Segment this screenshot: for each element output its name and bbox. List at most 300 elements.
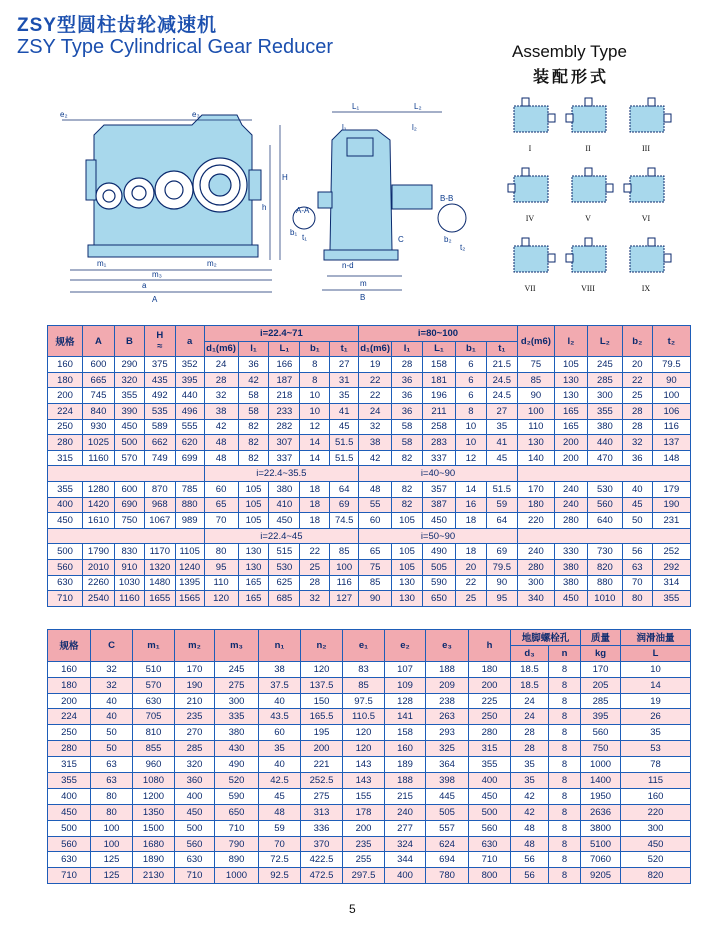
table-cell: 32 xyxy=(359,419,392,435)
table-cell: 785 xyxy=(175,481,204,497)
table-cell: 355 xyxy=(114,388,144,404)
t2-header: h xyxy=(469,630,511,662)
assembly-type-figure xyxy=(566,98,606,153)
table-cell: 18.5 xyxy=(511,661,549,677)
table-cell: 1170 xyxy=(144,544,175,560)
table-cell: 10 xyxy=(455,435,486,451)
table-cell: 300 xyxy=(215,693,259,709)
table-cell: 285 xyxy=(587,372,622,388)
table-cell: 235 xyxy=(343,836,385,852)
t1-subheader: L₁ xyxy=(423,341,456,357)
table-cell: 32 xyxy=(204,388,238,404)
table-cell: 31 xyxy=(330,372,359,388)
table-cell: 800 xyxy=(469,868,511,884)
table-cell: 314 xyxy=(652,575,690,591)
t2-header-oil-unit: L xyxy=(621,645,691,661)
table-cell: 500 xyxy=(469,804,511,820)
assembly-type-label: VI xyxy=(641,214,651,223)
table-cell: 1320 xyxy=(144,559,175,575)
table-cell: 205 xyxy=(581,677,621,693)
table-cell: 1000 xyxy=(581,757,621,773)
table-cell: 560 xyxy=(469,820,511,836)
table-cell: 38 xyxy=(359,435,392,451)
table-cell: 400 xyxy=(385,868,426,884)
table-cell: 500 xyxy=(48,820,91,836)
t1-group3-ratio-2: i=50~90 xyxy=(359,528,518,544)
label-b1: b₁ xyxy=(290,228,298,237)
table-cell: 110.5 xyxy=(343,709,385,725)
table-row xyxy=(48,388,691,404)
table-cell: 510 xyxy=(133,661,175,677)
table-cell: 170 xyxy=(581,661,621,677)
t1-subheader: d₁(m6) xyxy=(359,341,392,357)
table-cell: 18 xyxy=(455,544,486,560)
table-cell: 22 xyxy=(455,575,486,591)
table-row xyxy=(48,693,691,709)
table-cell: 83 xyxy=(343,661,385,677)
table-cell: 336 xyxy=(301,820,343,836)
label-m2: m₂ xyxy=(207,259,217,268)
table-cell: 315 xyxy=(48,450,83,466)
table-cell: 35 xyxy=(330,388,359,404)
table-cell: 490 xyxy=(215,757,259,773)
table-cell: 42 xyxy=(511,788,549,804)
table-cell: 275 xyxy=(215,677,259,693)
table-cell: 28 xyxy=(511,741,549,757)
table-cell: 209 xyxy=(426,677,469,693)
t2-header-mass-unit: kg xyxy=(581,645,621,661)
table-cell: 141 xyxy=(385,709,426,725)
table-cell: 14 xyxy=(300,450,330,466)
label-AA: A-A xyxy=(296,206,310,215)
t1-subheader: d₁(m6) xyxy=(204,341,238,357)
table-cell: 8 xyxy=(549,804,581,820)
table-cell: 1790 xyxy=(83,544,115,560)
table-cell: 8 xyxy=(549,709,581,725)
table-cell: 820 xyxy=(587,559,622,575)
label-l1: l₁ xyxy=(342,123,347,132)
table-cell: 1950 xyxy=(581,788,621,804)
table-cell: 79.5 xyxy=(652,357,690,373)
t2-header: e₁ xyxy=(343,630,385,662)
table-cell: 12 xyxy=(300,419,330,435)
table-cell: 158 xyxy=(385,725,426,741)
assembly-type-figure xyxy=(514,238,555,293)
table-cell: 179 xyxy=(652,481,690,497)
table-cell: 32 xyxy=(91,661,133,677)
table-cell: 1400 xyxy=(581,773,621,789)
table-cell: 220 xyxy=(621,804,691,820)
table-cell: 36 xyxy=(392,388,423,404)
table-row xyxy=(48,357,691,373)
table-cell: 355 xyxy=(469,757,511,773)
table-cell: 450 xyxy=(48,804,91,820)
label-t2: t₂ xyxy=(460,243,466,252)
label-H: H xyxy=(282,173,288,182)
table-cell: 65 xyxy=(359,544,392,560)
table-cell: 75 xyxy=(359,559,392,575)
assembly-title-en: Assembly Type xyxy=(512,42,627,61)
table-cell: 313 xyxy=(301,804,343,820)
table-cell: 745 xyxy=(83,388,115,404)
table-cell: 400 xyxy=(469,773,511,789)
table-cell: 749 xyxy=(144,450,175,466)
page-title-cn: ZSY型圆柱齿轮减速机 xyxy=(17,15,217,36)
table-cell: 58 xyxy=(392,435,423,451)
table-cell: 196 xyxy=(423,388,456,404)
table-cell: 570 xyxy=(133,677,175,693)
table-cell: 200 xyxy=(343,820,385,836)
table-cell: 60 xyxy=(359,513,392,529)
table-cell: 355 xyxy=(652,591,690,607)
table-cell: 10 xyxy=(455,419,486,435)
table-cell: 570 xyxy=(114,450,144,466)
t1-header-A: A xyxy=(83,326,115,357)
table-cell: 63 xyxy=(622,559,652,575)
table-cell: 224 xyxy=(48,403,83,419)
table-cell: 160 xyxy=(48,661,91,677)
table-cell: 38 xyxy=(259,661,301,677)
table-cell: 490 xyxy=(423,544,456,560)
table-cell: 375 xyxy=(144,357,175,373)
table-cell: 710 xyxy=(48,591,83,607)
table-cell: 320 xyxy=(175,757,215,773)
assembly-type-figure xyxy=(630,98,671,153)
label-B: B xyxy=(360,293,366,302)
table-cell: 51.5 xyxy=(330,450,359,466)
table-cell: 400 xyxy=(48,788,91,804)
table-cell: 400 xyxy=(48,497,83,513)
table-cell: 190 xyxy=(175,677,215,693)
table-cell: 24 xyxy=(511,709,549,725)
table-cell: 24 xyxy=(511,693,549,709)
table-cell: 560 xyxy=(587,497,622,513)
table-cell: 250 xyxy=(48,419,83,435)
table-cell: 178 xyxy=(343,804,385,820)
table-cell: 2010 xyxy=(83,559,115,575)
table-cell: 105 xyxy=(554,357,587,373)
table-cell: 69 xyxy=(486,544,517,560)
label-C: C xyxy=(398,235,404,244)
t2-header: m₂ xyxy=(175,630,215,662)
table-cell: 28 xyxy=(392,357,423,373)
table-cell: 180 xyxy=(48,372,83,388)
table-cell: 275 xyxy=(301,788,343,804)
table-cell: 38 xyxy=(204,403,238,419)
table-cell: 505 xyxy=(426,804,469,820)
table-cell: 43.5 xyxy=(259,709,301,725)
table-cell: 620 xyxy=(175,435,204,451)
table-cell: 224 xyxy=(48,709,91,725)
table-cell: 830 xyxy=(114,544,144,560)
table-cell: 21.5 xyxy=(486,357,517,373)
table-cell: 180 xyxy=(517,497,554,513)
table-cell: 170 xyxy=(517,481,554,497)
table-cell: 55 xyxy=(359,497,392,513)
table-cell: 36 xyxy=(238,357,269,373)
table-cell: 160 xyxy=(385,741,426,757)
table-cell: 25 xyxy=(300,559,330,575)
table-cell: 80 xyxy=(91,788,133,804)
table-cell: 97.5 xyxy=(343,693,385,709)
table-cell: 430 xyxy=(215,741,259,757)
table-cell: 370 xyxy=(301,836,343,852)
t1-group3-ratio-1: i=22.4~45 xyxy=(204,528,359,544)
table-cell: 2260 xyxy=(83,575,115,591)
dimension-table-1 xyxy=(47,325,691,607)
label-n-d: n-d xyxy=(342,261,354,270)
table-cell: 2130 xyxy=(133,868,175,884)
table-cell: 560 xyxy=(175,836,215,852)
table-cell: 357 xyxy=(423,481,456,497)
table-cell: 26 xyxy=(621,709,691,725)
table-cell: 143 xyxy=(343,773,385,789)
table-cell: 297.5 xyxy=(343,868,385,884)
table-cell: 130 xyxy=(238,544,269,560)
assembly-type-label: V xyxy=(585,214,591,223)
table-cell: 530 xyxy=(587,481,622,497)
table-cell: 200 xyxy=(48,388,83,404)
table-cell: 24 xyxy=(359,403,392,419)
table-row xyxy=(48,481,691,497)
table-cell: 60 xyxy=(204,481,238,497)
table-cell: 85 xyxy=(517,372,554,388)
table-cell: 27 xyxy=(486,403,517,419)
table-cell: 235 xyxy=(175,709,215,725)
table-cell: 36 xyxy=(622,450,652,466)
table-cell: 6 xyxy=(455,388,486,404)
table-row xyxy=(48,725,691,741)
gear-reducer-drawing xyxy=(42,100,502,305)
table-cell: 1067 xyxy=(144,513,175,529)
table-cell: 127 xyxy=(330,591,359,607)
table-cell: 42 xyxy=(238,372,269,388)
table-cell: 283 xyxy=(423,435,456,451)
table-cell: 364 xyxy=(426,757,469,773)
t1-header-L2: L₂ xyxy=(587,326,622,357)
table-cell: 10 xyxy=(300,388,330,404)
table-cell: 24 xyxy=(204,357,238,373)
dimension-table-2 xyxy=(47,629,691,884)
table-cell: 1565 xyxy=(175,591,204,607)
table-cell: 3800 xyxy=(581,820,621,836)
table-cell: 710 xyxy=(48,868,91,884)
table-cell: 300 xyxy=(621,820,691,836)
table-row xyxy=(48,741,691,757)
table-cell: 1655 xyxy=(144,591,175,607)
table-cell: 187 xyxy=(269,372,300,388)
table-cell: 51.5 xyxy=(330,435,359,451)
table-cell: 24.5 xyxy=(486,388,517,404)
t1-header-a: a xyxy=(175,326,204,357)
table-cell: 400 xyxy=(175,788,215,804)
table-cell: 210 xyxy=(175,693,215,709)
table-row xyxy=(48,709,691,725)
table-row xyxy=(48,403,691,419)
table-cell: 79.5 xyxy=(486,559,517,575)
table-cell: 8 xyxy=(549,788,581,804)
table-cell: 130 xyxy=(238,559,269,575)
table-cell: 292 xyxy=(652,559,690,575)
table-cell: 589 xyxy=(144,419,175,435)
t1-subheader: t₁ xyxy=(330,341,359,357)
table-row xyxy=(48,497,691,513)
table-cell: 1160 xyxy=(83,450,115,466)
t2-header: e₃ xyxy=(426,630,469,662)
table-cell: 85 xyxy=(330,544,359,560)
table-cell: 60 xyxy=(259,725,301,741)
table-row xyxy=(48,435,691,451)
table-cell: 120 xyxy=(343,741,385,757)
table-row xyxy=(48,591,691,607)
table-cell: 85 xyxy=(359,575,392,591)
table-cell: 14 xyxy=(621,677,691,693)
table-cell: 300 xyxy=(587,388,622,404)
table-cell: 115 xyxy=(621,773,691,789)
table-cell: 8 xyxy=(549,661,581,677)
table-cell: 505 xyxy=(423,559,456,575)
table-row xyxy=(48,575,691,591)
table-cell: 63 xyxy=(91,757,133,773)
table-row xyxy=(48,804,691,820)
table-cell: 189 xyxy=(385,757,426,773)
t2-header-d3: d₃ xyxy=(511,645,549,661)
table-cell: 450 xyxy=(554,591,587,607)
table-cell: 820 xyxy=(621,868,691,884)
table-cell: 130 xyxy=(392,575,423,591)
table-cell: 25 xyxy=(455,591,486,607)
table-cell: 390 xyxy=(114,403,144,419)
table-cell: 280 xyxy=(48,435,83,451)
table-cell: 28 xyxy=(204,372,238,388)
table-cell: 70 xyxy=(259,836,301,852)
table-cell: 130 xyxy=(554,388,587,404)
table-cell: 625 xyxy=(269,575,300,591)
table-cell: 890 xyxy=(215,852,259,868)
table-cell: 355 xyxy=(48,773,91,789)
table-cell: 240 xyxy=(554,481,587,497)
table-cell: 1000 xyxy=(215,868,259,884)
table-cell: 315 xyxy=(48,757,91,773)
table-cell: 520 xyxy=(215,773,259,789)
table-cell: 335 xyxy=(215,709,259,725)
table-cell: 880 xyxy=(587,575,622,591)
table-cell: 520 xyxy=(621,852,691,868)
table-cell: 694 xyxy=(426,852,469,868)
table-cell: 445 xyxy=(426,788,469,804)
table-cell: 307 xyxy=(269,435,300,451)
table-cell: 790 xyxy=(215,836,259,852)
table-row xyxy=(48,513,691,529)
table-cell: 80 xyxy=(622,591,652,607)
table-cell: 315 xyxy=(469,741,511,757)
table-cell: 188 xyxy=(385,773,426,789)
table-cell: 8 xyxy=(549,852,581,868)
table-cell: 360 xyxy=(175,773,215,789)
label-A: A xyxy=(152,295,158,304)
table-cell: 710 xyxy=(215,820,259,836)
table-cell: 380 xyxy=(215,725,259,741)
table-cell: 285 xyxy=(581,693,621,709)
table-cell: 8 xyxy=(549,693,581,709)
table-cell: 92.5 xyxy=(259,868,301,884)
t1-header-B: B xyxy=(114,326,144,357)
table-cell: 16 xyxy=(455,497,486,513)
table-row xyxy=(48,450,691,466)
table-cell: 225 xyxy=(469,693,511,709)
table-cell: 1395 xyxy=(175,575,204,591)
table-cell: 125 xyxy=(91,852,133,868)
table-cell: 472.5 xyxy=(301,868,343,884)
table-cell: 2636 xyxy=(581,804,621,820)
table-cell: 100 xyxy=(330,559,359,575)
table-cell: 440 xyxy=(587,435,622,451)
label-b2: b₂ xyxy=(444,235,452,244)
t2-header: m₃ xyxy=(215,630,259,662)
table-cell: 624 xyxy=(426,836,469,852)
table-cell: 105 xyxy=(238,481,269,497)
table-cell: 28 xyxy=(511,725,549,741)
table-cell: 989 xyxy=(175,513,204,529)
table-cell: 422.5 xyxy=(301,852,343,868)
table-cell: 650 xyxy=(215,804,259,820)
table-cell: 42.5 xyxy=(259,773,301,789)
table-cell: 840 xyxy=(83,403,115,419)
table-cell: 8 xyxy=(549,868,581,884)
table-cell: 555 xyxy=(175,419,204,435)
table-cell: 130 xyxy=(517,435,554,451)
table-cell: 90 xyxy=(517,388,554,404)
t2-header: m₁ xyxy=(133,630,175,662)
table-cell: 35 xyxy=(621,725,691,741)
assembly-type-label: IV xyxy=(525,214,535,223)
table-cell: 337 xyxy=(423,450,456,466)
table-cell: 324 xyxy=(385,836,426,852)
table-row xyxy=(48,372,691,388)
table-cell: 600 xyxy=(114,481,144,497)
table-cell: 380 xyxy=(554,559,587,575)
assembly-type-label: I xyxy=(528,144,532,153)
table-cell: 40 xyxy=(259,693,301,709)
table-cell: 63 xyxy=(91,773,133,789)
table-cell: 855 xyxy=(133,741,175,757)
assembly-title-cn: 装配形式 xyxy=(533,69,610,86)
table-cell: 74.5 xyxy=(330,513,359,529)
table-cell: 37.5 xyxy=(259,677,301,693)
table-cell: 188 xyxy=(426,661,469,677)
table-cell: 1080 xyxy=(133,773,175,789)
table-cell: 22 xyxy=(359,388,392,404)
table-row xyxy=(48,677,691,693)
table-cell: 280 xyxy=(554,513,587,529)
table-cell: 450 xyxy=(621,836,691,852)
table-cell: 143 xyxy=(343,757,385,773)
t1-header-d2: d₂(m6) xyxy=(517,326,554,357)
table-cell: 355 xyxy=(587,403,622,419)
table-cell: 450 xyxy=(175,804,215,820)
table-cell: 630 xyxy=(48,575,83,591)
table-cell: 665 xyxy=(83,372,115,388)
table-cell: 705 xyxy=(133,709,175,725)
table-cell: 685 xyxy=(269,591,300,607)
table-cell: 500 xyxy=(175,820,215,836)
label-m1: m₁ xyxy=(97,259,107,268)
table-cell: 59 xyxy=(259,820,301,836)
table-cell: 18 xyxy=(300,497,330,513)
table-cell: 14 xyxy=(455,481,486,497)
table-cell: 106 xyxy=(652,403,690,419)
table-cell: 280 xyxy=(517,559,554,575)
